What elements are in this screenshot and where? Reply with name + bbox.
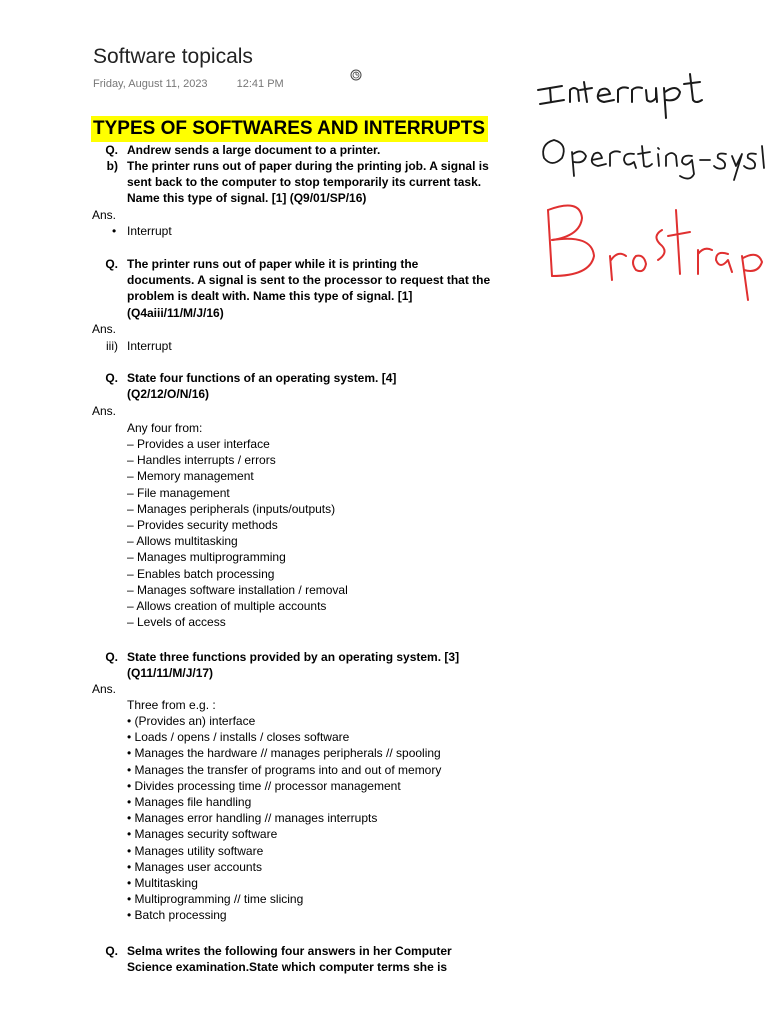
answer-item: • Manages user accounts bbox=[127, 859, 262, 874]
question-marker: Q. bbox=[105, 143, 118, 157]
answer-intro: Three from e.g. : bbox=[127, 698, 216, 712]
bullet-marker: • bbox=[112, 224, 117, 238]
answer-label: Ans. bbox=[92, 404, 117, 418]
question-text: problem is dealt with. Name this type of signal. [1] bbox=[127, 289, 413, 303]
question-marker: Q. bbox=[105, 257, 118, 271]
question-text: The printer runs out of paper during the printing job. A signal is bbox=[127, 159, 489, 173]
answer-label: Ans. bbox=[92, 682, 117, 696]
answer-label: Ans. bbox=[92, 322, 117, 336]
answer-item: – Provides security methods bbox=[127, 518, 278, 532]
question-text: sent back to the computer to stop temporarily its current task. bbox=[127, 175, 482, 189]
question-text: (Q2/12/O/N/16) bbox=[127, 387, 210, 401]
answer-label: Ans. bbox=[92, 208, 117, 222]
question-text: (Q4aiii/11/M/J/16) bbox=[127, 306, 224, 320]
question-marker: Q. bbox=[105, 371, 118, 385]
answer-item: – Enables batch processing bbox=[127, 566, 275, 581]
answer-item: – Manages multiprogramming bbox=[127, 550, 286, 565]
answer-item: – File management bbox=[127, 485, 230, 500]
answer-item: • Loads / opens / installs / closes software bbox=[127, 730, 350, 745]
question-text: documents. A signal is sent to the processor to request that the bbox=[127, 273, 491, 287]
question-text: Selma writes the following four answers in her Computer bbox=[127, 944, 452, 958]
answer-item: • Multitasking bbox=[127, 876, 198, 890]
question-text: Science examination.State which computer terms she is bbox=[127, 960, 448, 974]
answer-text: Interrupt bbox=[127, 224, 172, 238]
question-text: The printer runs out of paper while it is printing the bbox=[127, 257, 419, 271]
answer-item: – Allows multitasking bbox=[127, 534, 238, 549]
answer-item: • Manages file handling bbox=[127, 795, 252, 809]
handwriting-bootstrap bbox=[548, 206, 762, 301]
answer-item: • Manages the hardware // manages peripherals // spooling bbox=[127, 746, 441, 761]
question-text: State three functions provided by an operating system. [3] bbox=[127, 650, 460, 664]
answer-item: – Manages peripherals (inputs/outputs) bbox=[127, 501, 336, 516]
answer-item: – Handles interrupts / errors bbox=[127, 453, 276, 468]
answer-item: • Multiprogramming // time slicing bbox=[127, 892, 304, 907]
question-text: Name this type of signal. [1] (Q9/01/SP/16) bbox=[127, 191, 367, 205]
answer-item: • Divides processing time // processor management bbox=[127, 778, 401, 793]
answer-item: • Manages error handling // manages interrupts bbox=[127, 811, 378, 826]
handwriting-ink bbox=[530, 60, 768, 310]
answer-item: – Memory management bbox=[127, 469, 254, 484]
page-date: Friday, August 11, 2023 bbox=[93, 78, 208, 90]
answer-item: – Provides a user interface bbox=[127, 437, 270, 451]
page-title: Software topicals bbox=[93, 45, 253, 68]
answer-marker: iii) bbox=[106, 339, 118, 353]
handwriting-operating-system bbox=[543, 140, 764, 180]
question-text: State four functions of an operating system. [4] bbox=[127, 371, 397, 385]
question-text: (Q11/11/M/J/17) bbox=[127, 666, 214, 680]
answer-item: • Manages utility software bbox=[127, 843, 264, 858]
answer-item: – Levels of access bbox=[127, 615, 226, 630]
page-meta bbox=[93, 78, 284, 90]
question-marker: b) bbox=[106, 159, 118, 173]
answer-item: • Manages security software bbox=[127, 827, 278, 842]
question-marker: Q. bbox=[105, 650, 118, 664]
page-time: 12:41 PM bbox=[236, 78, 284, 90]
clock-icon bbox=[350, 69, 362, 81]
answer-intro: Any four from: bbox=[127, 421, 203, 435]
handwriting-interrupt bbox=[538, 74, 702, 118]
answer-item: • Manages the transfer of programs into and out of memory bbox=[127, 762, 442, 777]
answer-text: Interrupt bbox=[127, 339, 172, 353]
section-heading: TYPES OF SOFTWARES AND INTERRUPTS bbox=[91, 116, 488, 142]
answer-item: – Manages software installation / removal bbox=[127, 582, 348, 597]
question-marker: Q. bbox=[105, 944, 118, 958]
answer-item: • (Provides an) interface bbox=[127, 714, 256, 728]
answer-item: – Allows creation of multiple accounts bbox=[127, 599, 327, 613]
answer-item: • Batch processing bbox=[127, 908, 227, 923]
question-text: Andrew sends a large document to a printer. bbox=[127, 143, 381, 157]
